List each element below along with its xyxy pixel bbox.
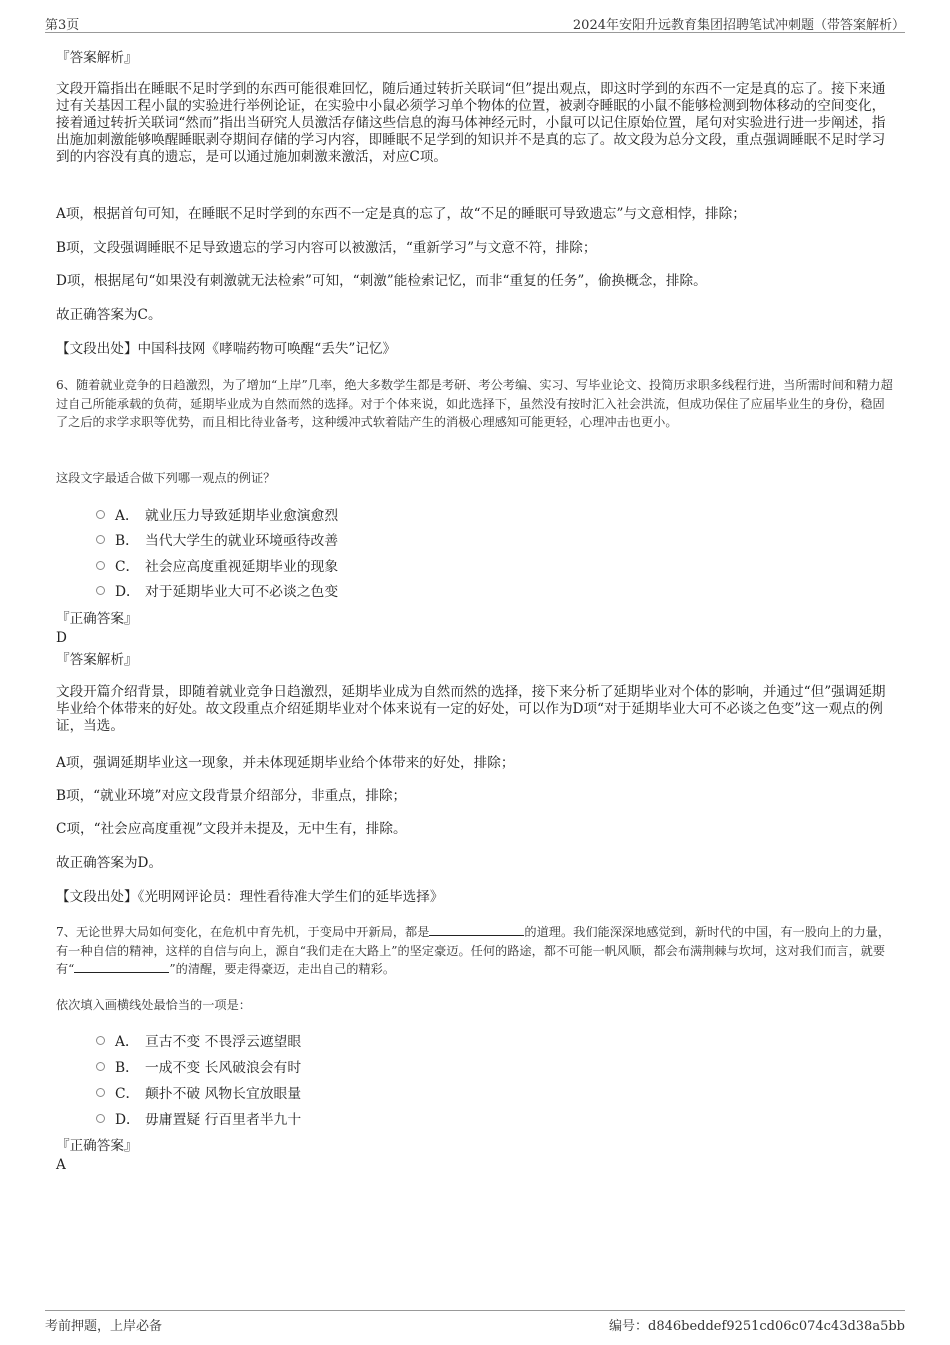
q6-option-c[interactable]: C． 社会应高度重视延期毕业的现象: [96, 555, 338, 575]
q7-stem: 7、无论世界大局如何变化，在危机中育先机，于变局中开新局，都是 的道理。我们能深深地感觉到，新时代的中国，有一股向上的力量，有一种自信的精神，这样的自信与向上，源自“我们走在大路上”的坚定豪迈。任何的路途，都不可能一帆风顺，都会布满荆棘与坎坷，这对我们而言，就要有“ ”的清醒，要走得豪迈，走出自己的精彩。: [56, 925, 891, 976]
q7-option-b[interactable]: B． 一成不变 长风破浪会有时: [96, 1056, 301, 1076]
q6-option-b-analysis: B项，“就业环境”对应文段背景介绍部分，非重点，排除；: [56, 788, 407, 804]
radio-button[interactable]: [96, 1062, 105, 1071]
page-header: [45, 12, 905, 33]
radio-button[interactable]: [96, 1114, 105, 1123]
radio-button[interactable]: [96, 561, 105, 570]
q5-option-a-analysis: A项，根据首句可知，在睡眠不足时学到的东西不一定是真的忘了，故“不足的睡眠可导致遗忘”与文意相悖，排除；: [56, 206, 746, 222]
q6-option-d[interactable]: D． 对于延期毕业大可不必谈之色变: [96, 580, 338, 600]
q7-question: 依次填入画横线处最恰当的一项是：: [56, 998, 251, 1012]
q6-analysis-text: 文段开篇介绍背景，即随着就业竞争日趋激烈，延期毕业成为自然而然的选择，接下来分析了延期毕业对个体的影响，并通过“但”强调延期毕业给个体带来的好处。故文段重点介绍延期毕业对个体来说有一定的好处，可以作为D项“对于延期毕业大可不必谈之色变”这一观点的例证，当选。: [56, 684, 886, 734]
q7-answer-label: 『正确答案』: [56, 1138, 138, 1154]
q5-option-d-analysis: D项，根据尾句“如果没有刺激就无法检索”可知，“刺激”能检索记忆，而非“重复的任务”，偷换概念，排除。: [56, 273, 707, 289]
radio-button[interactable]: [96, 1036, 105, 1045]
radio-button[interactable]: [96, 1088, 105, 1097]
page-number: 第3页: [45, 18, 80, 33]
q6-answer-label: 『正确答案』: [56, 611, 138, 627]
q6-option-a[interactable]: A． 就业压力导致延期毕业愈演愈烈: [96, 504, 338, 524]
q5-analysis-label: 『答案解析』: [56, 50, 138, 66]
q6-option-a-analysis: A项，强调延期毕业这一现象，并未体现延期毕业给个体带来的好处，排除；: [56, 755, 515, 771]
q6-answer: D: [56, 630, 67, 646]
page-footer: [45, 1310, 905, 1335]
q7-answer: A: [56, 1157, 66, 1173]
document-id: 编号：d846beddef9251cd06c074c43d38a5bb: [609, 1319, 905, 1334]
q7-option-d[interactable]: D． 毋庸置疑 行百里者半九十: [96, 1108, 301, 1128]
radio-button[interactable]: [96, 535, 105, 544]
q6-conclusion: 故正确答案为D。: [56, 855, 163, 871]
q7-option-a[interactable]: A． 亘古不变 不畏浮云遮望眼: [96, 1030, 301, 1050]
q6-option-c-analysis: C项，“社会应高度重视”文段并未提及，无中生有，排除。: [56, 821, 407, 837]
q7-option-c[interactable]: C． 颠扑不破 风物长宜放眼量: [96, 1082, 301, 1102]
q5-source: 【文段出处】中国科技网《哮喘药物可唤醒“丢失”记忆》: [56, 341, 397, 357]
footer-slogan: 考前押题，上岸必备: [45, 1319, 163, 1334]
blank-line: [429, 925, 524, 936]
document-title: 2024年安阳升远教育集团招聘笔试冲刺题（带答案解析）: [572, 18, 905, 33]
q5-conclusion: 故正确答案为C。: [56, 307, 162, 323]
q5-analysis-text: 文段开篇指出在睡眠不足时学到的东西可能很难回忆，随后通过转折关联词“但”提出观点，即这时学到的东西不一定是真的忘了。接下来通过有关基因工程小鼠的实验进行举例论证，在实验中小鼠必须学习单个物体的位置，被剥夺睡眠的小鼠不能够检测到物体移动的空间变化，接着通过转折关联词“然而”指出当研究人员激活存储这些信息的海马体神经元时，小鼠可以记住原始位置，尾句对实验进行进一步阐述，指出施加刺激能够唤醒睡眠剥夺期间存储的学习内容，即睡眠不足学到的知识并不是真的忘了。故文段为总分文段，重点强调睡眠不足时学习到的内容没有真的遗忘，是可以通过施加刺激来激活，对应C项。: [56, 81, 886, 165]
q6-option-b[interactable]: B． 当代大学生的就业环境亟待改善: [96, 529, 338, 549]
q6-stem: 6、随着就业竞争的日趋激烈，为了增加“上岸”几率，绝大多数学生都是考研、考公考编、实习、写毕业论文、投简历求职多线程行进，当所需时间和精力超过自己所能承载的负荷，延期毕业成为自然而然的选择。对于个体来说，如此选择下，虽然没有按时汇入社会洪流，但成功保住了应届毕业生的身份，稳固了之后的求学求职等优势，而且相比待业备考，这种缓冲式软着陆产生的消极心理感知可能更轻，心理冲击也更小。: [56, 378, 893, 429]
radio-button[interactable]: [96, 510, 105, 519]
q6-question: 这段文字最适合做下列哪一观点的例证？: [56, 471, 276, 485]
blank-line: [74, 962, 169, 973]
q6-source: 【文段出处】《光明网评论员：理性看待准大学生们的延毕选择》: [56, 889, 444, 905]
q5-option-b-analysis: B项，文段强调睡眠不足导致遗忘的学习内容可以被激活，“重新学习”与文意不符，排除；: [56, 240, 597, 256]
q6-analysis-label: 『答案解析』: [56, 652, 138, 668]
radio-button[interactable]: [96, 586, 105, 595]
